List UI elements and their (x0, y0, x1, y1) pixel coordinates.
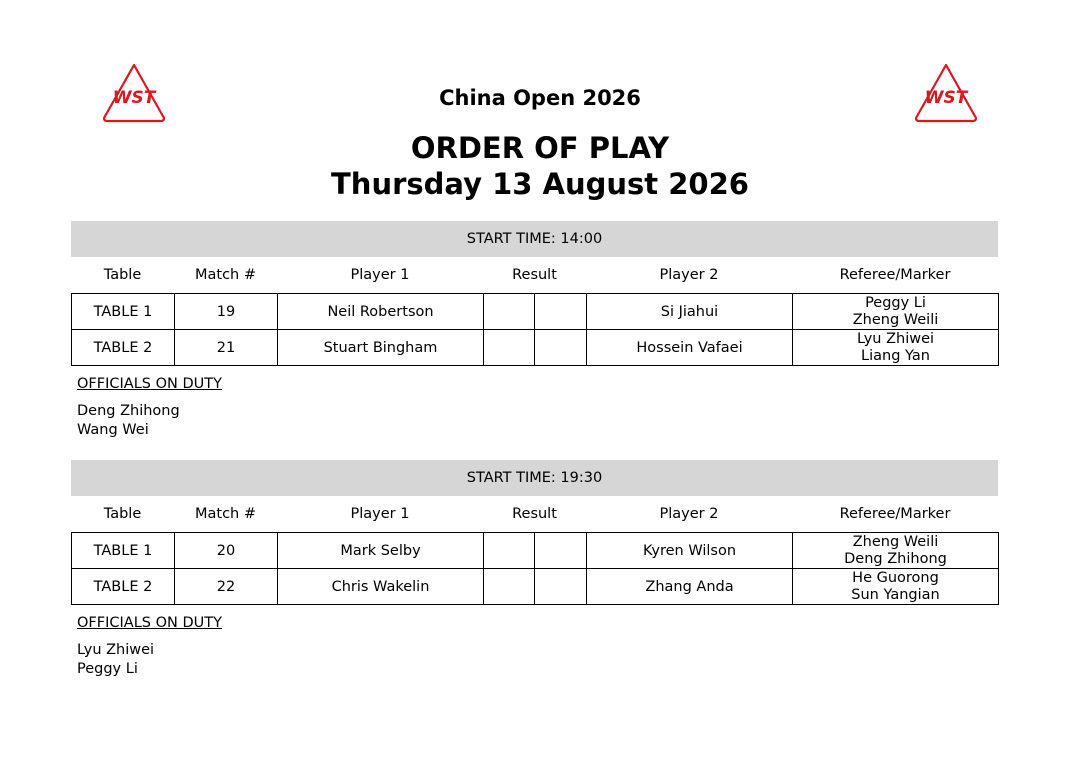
officials-list (77, 402, 998, 440)
table-cell: TABLE 2 (72, 569, 175, 605)
score1-cell (484, 294, 535, 330)
player1-cell: Neil Robertson (278, 294, 484, 330)
session-evening (71, 460, 998, 679)
title-order-of-play: ORDER OF PLAY (410, 131, 670, 165)
header-table: Table (103, 506, 142, 522)
title-date: Thursday 13 August 2026 (331, 167, 749, 201)
tournament-name: China Open 2026 (439, 86, 641, 110)
officials-label: OFFICIALS ON DUTY (77, 376, 222, 392)
score2-cell (535, 569, 587, 605)
match-number-cell: 19 (175, 294, 278, 330)
header-match: Match # (194, 267, 256, 283)
table-cell: TABLE 1 (72, 533, 175, 569)
header-player1: Player 1 (350, 267, 410, 283)
marker-name: Liang Yan (861, 347, 930, 364)
start-time-bar: START TIME: 19:30 (71, 460, 998, 496)
header-player1: Player 1 (350, 506, 410, 522)
official-name: Peggy Li (77, 661, 138, 677)
referee-name: Lyu Zhiwei (856, 330, 935, 347)
referee-marker-cell (793, 533, 999, 569)
score1-cell (484, 330, 535, 366)
player2-cell: Kyren Wilson (587, 533, 793, 569)
referee-marker-cell (793, 294, 999, 330)
column-headers (71, 496, 998, 532)
table-cell: TABLE 1 (72, 294, 175, 330)
match-number-cell: 21 (175, 330, 278, 366)
player2-cell: Zhang Anda (587, 569, 793, 605)
header-player2: Player 2 (659, 267, 719, 283)
header-match: Match # (194, 506, 256, 522)
table-row (72, 569, 999, 605)
table-cell: TABLE 2 (72, 330, 175, 366)
header-result: Result (512, 267, 557, 283)
score2-cell (535, 533, 587, 569)
player1-cell: Chris Wakelin (278, 569, 484, 605)
matches-table (71, 293, 999, 366)
officials-section (77, 376, 998, 440)
match-number-cell: 20 (175, 533, 278, 569)
logo-text: WST (112, 88, 156, 108)
referee-marker-cell (793, 569, 999, 605)
score1-cell (484, 533, 535, 569)
score2-cell (535, 330, 587, 366)
table-row (72, 533, 999, 569)
table-row (72, 330, 999, 366)
player1-cell: Mark Selby (278, 533, 484, 569)
officials-list (77, 641, 998, 679)
referee-name: He Guorong (852, 569, 939, 586)
header-result: Result (512, 506, 557, 522)
start-time-bar: START TIME: 14:00 (71, 221, 998, 257)
officials-label: OFFICIALS ON DUTY (77, 615, 222, 631)
marker-name: Sun Yangian (851, 586, 940, 603)
score2-cell (535, 294, 587, 330)
player2-cell: Si Jiahui (587, 294, 793, 330)
page-title (0, 130, 1080, 202)
logo-text: WST (924, 88, 968, 108)
marker-name: Deng Zhihong (844, 550, 947, 567)
player1-cell: Stuart Bingham (278, 330, 484, 366)
header-referee-marker: Referee/Marker (839, 506, 951, 522)
header-player2: Player 2 (659, 506, 719, 522)
referee-name: Peggy Li (865, 294, 926, 311)
matches-table (71, 532, 999, 605)
official-name: Wang Wei (77, 422, 149, 438)
officials-section (77, 615, 998, 679)
header-referee-marker: Referee/Marker (839, 267, 951, 283)
header-table: Table (103, 267, 142, 283)
referee-marker-cell (793, 330, 999, 366)
official-name: Lyu Zhiwei (77, 642, 155, 658)
marker-name: Zheng Weili (852, 311, 939, 328)
column-headers (71, 257, 998, 293)
match-number-cell: 22 (175, 569, 278, 605)
score1-cell (484, 569, 535, 605)
player2-cell: Hossein Vafaei (587, 330, 793, 366)
official-name: Deng Zhihong (77, 403, 180, 419)
session-afternoon (71, 221, 998, 440)
referee-name: Zheng Weili (852, 533, 939, 550)
table-row (72, 294, 999, 330)
